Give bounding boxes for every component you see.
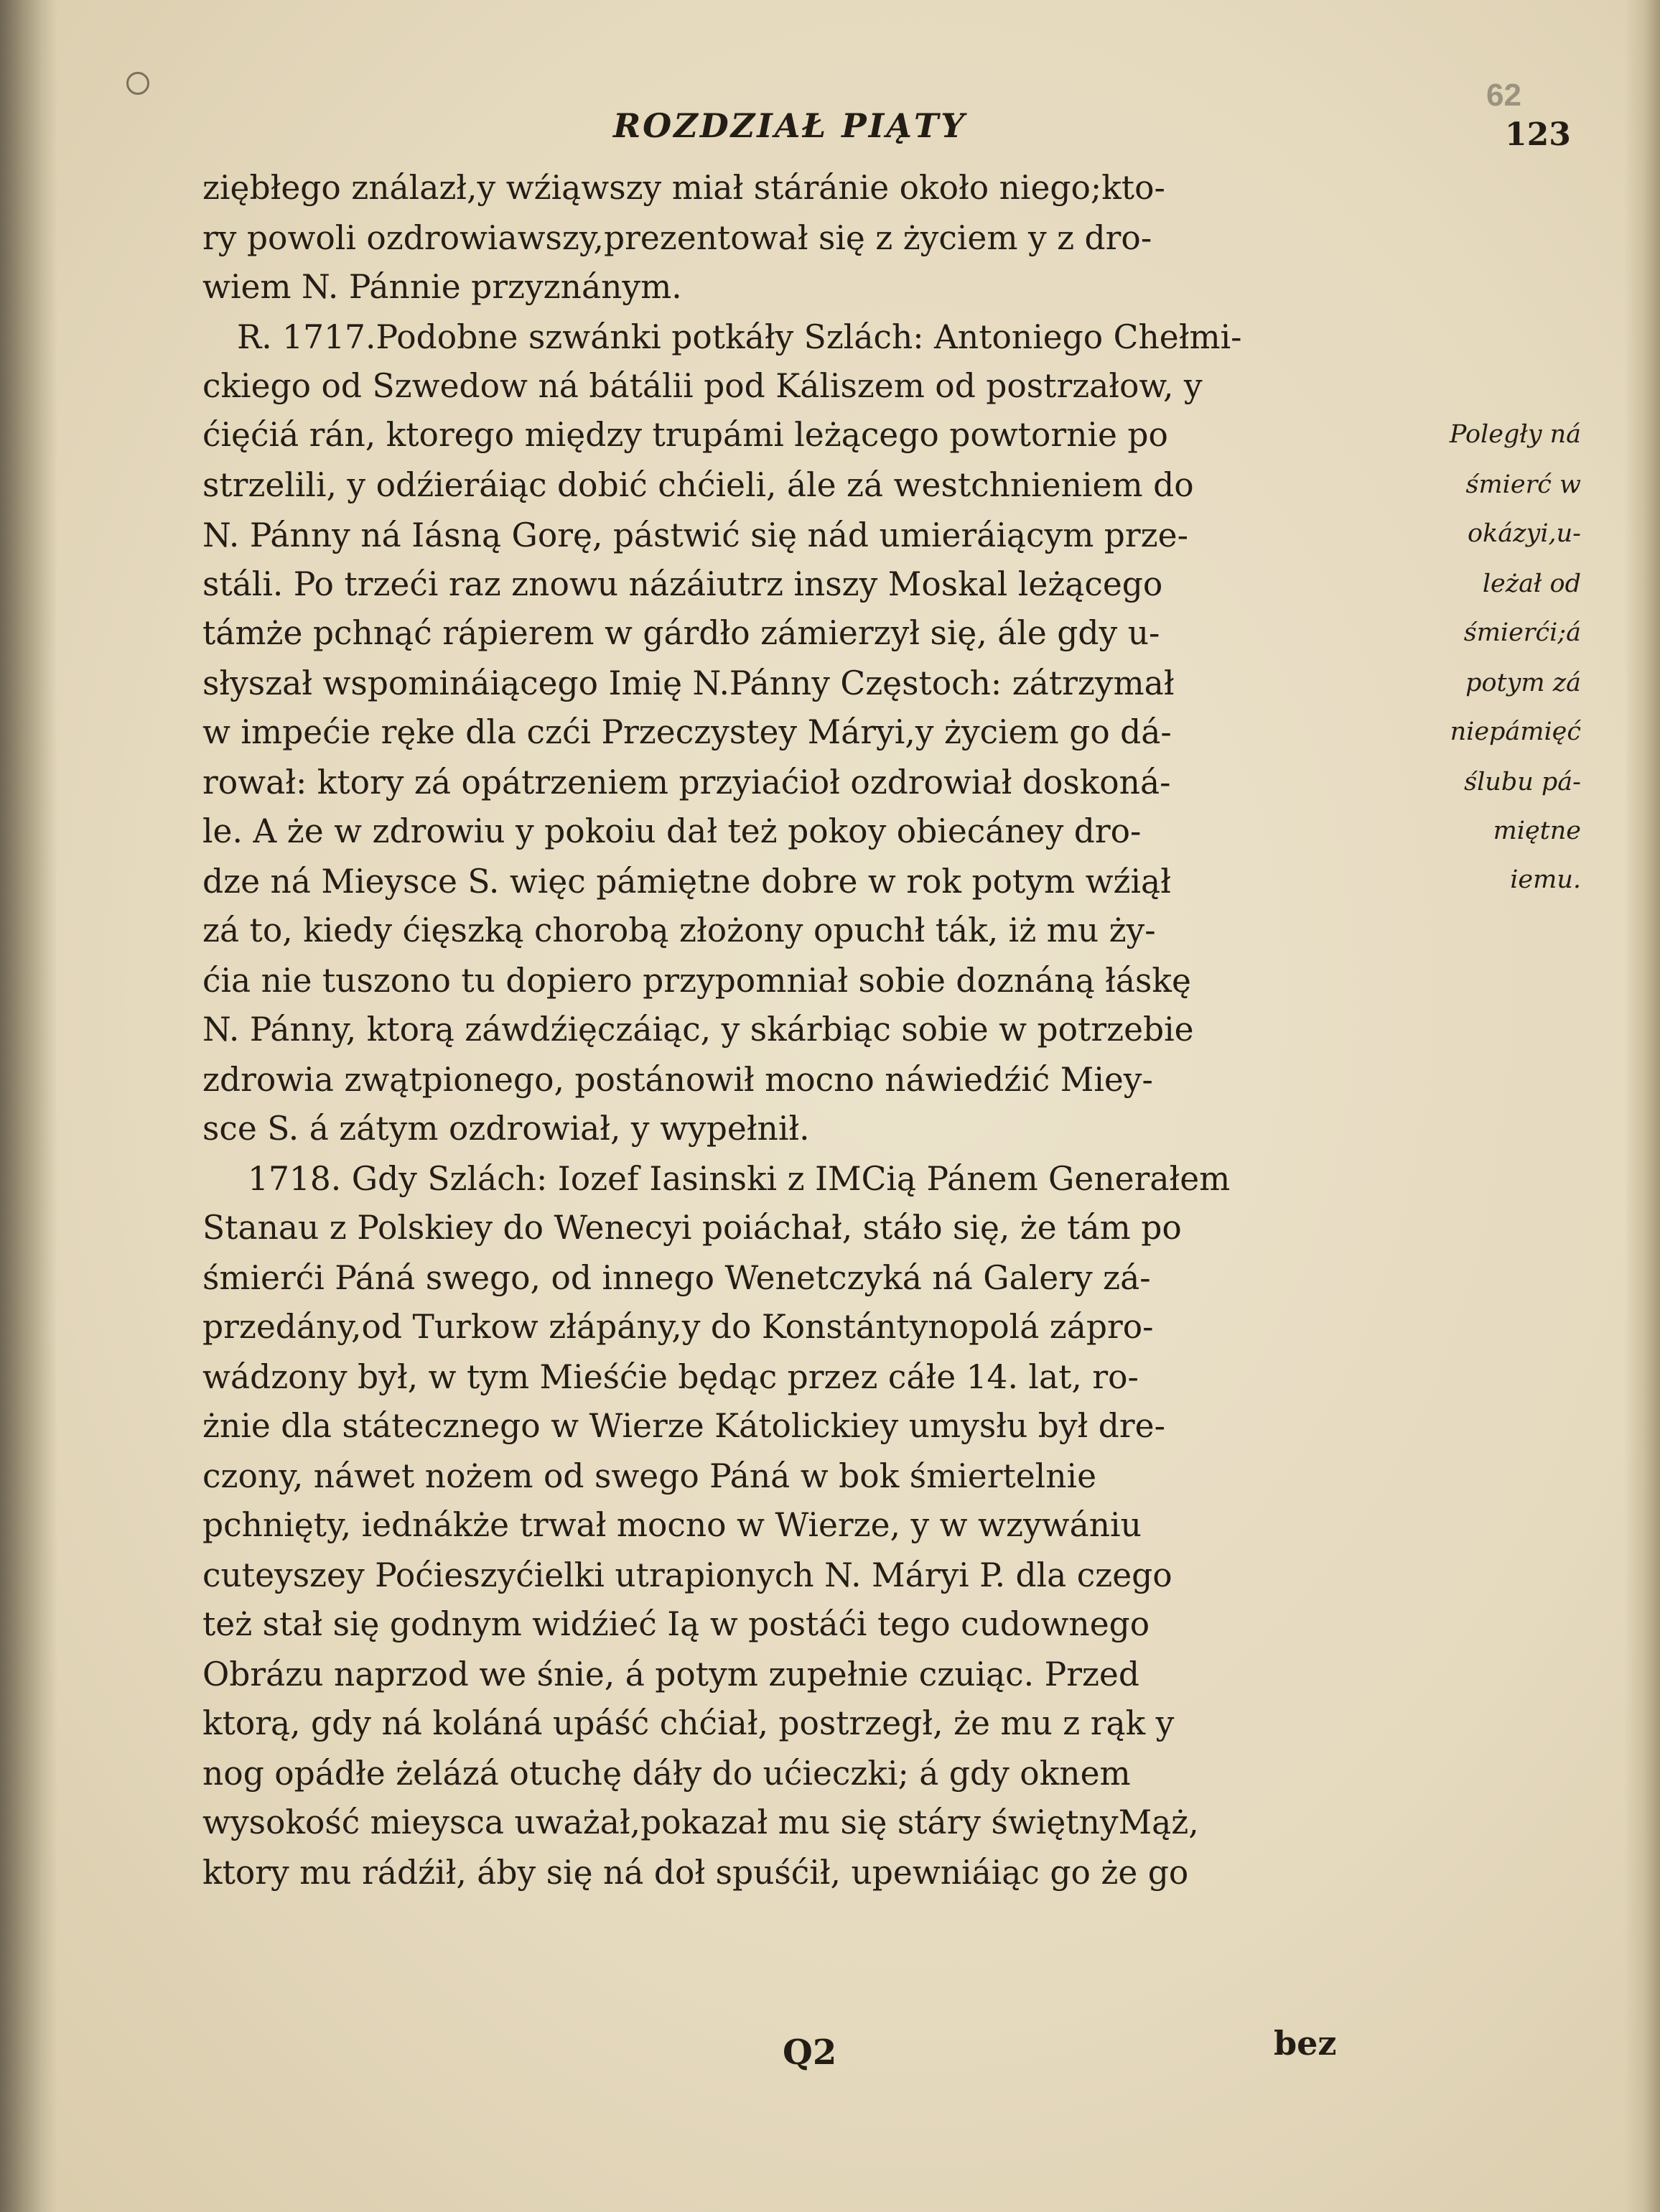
text-line: ry powoli ozdrowiawszy,prezentował się z życiem y z dro- [202, 219, 1152, 257]
text-line: w impećie ręke dla czći Przeczystey Máryi,y życiem go dá- [202, 713, 1172, 751]
margin-note: okázyi,u- [1467, 519, 1581, 548]
text-line: też stał się godnym widźieć Ią w postáći tego cudownego [202, 1605, 1150, 1643]
text-line: le. A że w zdrowiu y pokoiu dał też pokoy obiecáney dro- [202, 812, 1142, 850]
text-line: 1718. Gdy Szlách: Iozef Iasinski z IMCią Pánem Generałem [248, 1160, 1231, 1198]
text-line: zá to, kiedy ćięszką chorobą złożony opuchł ták, iż mu ży- [202, 911, 1156, 949]
pencil-folio-number: 62 [1486, 78, 1521, 113]
text-line: żnie dla státecznego w Wierze Kátolickiey umysłu był dre- [202, 1407, 1165, 1445]
margin-note: Poległy ná [1449, 420, 1581, 449]
margin-note: śmierći;á [1463, 618, 1581, 647]
text-line: ćięćiá rán, ktorego między trupámi leżącego powtornie po [202, 416, 1168, 454]
text-line: cuteyszey Poćieszyćielki utrapionych N. Máryi P. dla czego [202, 1556, 1172, 1594]
text-line: ckiego od Szwedow ná bátálii pod Káliszem od postrzałow, y [202, 367, 1203, 405]
text-line: przedány,od Turkow złápány,y do Konstántynopolá zápro- [202, 1308, 1154, 1346]
text-line: czony, náwet nożem od swego Páná w bok śmiertelnie [202, 1457, 1097, 1495]
text-line: támże pchnąć rápierem w gárdło zámierzył się, ále gdy u- [202, 614, 1160, 652]
text-line: rował: ktory zá opátrzeniem przyiaćioł ozdrowiał doskoná- [202, 763, 1171, 801]
text-line: strzelili, y odźieráiąc dobić chćieli, ále zá westchnieniem do [202, 466, 1194, 504]
catchword: bez [1274, 2024, 1337, 2063]
margin-note: miętne [1493, 817, 1581, 845]
text-line: R. 1717.Podobne szwánki potkáły Szlách: Antoniego Chełmi- [237, 318, 1242, 356]
text-line: ktory mu rádźił, áby się ná doł spuśćił, upewniáiąc go że go [202, 1854, 1189, 1892]
text-line: wádzony był, w tym Mieśćie będąc przez cáłe 14. lat, ro- [202, 1358, 1139, 1396]
margin-note: leżał od [1482, 570, 1581, 598]
text-line: ćia nie tuszono tu dopiero przypomniał sobie doznáną łáskę [202, 962, 1191, 1000]
text-line: dze ná Mieysce S. więc pámiętne dobre w rok potym wźiął [202, 863, 1171, 901]
margin-note: śmierć w [1465, 470, 1581, 499]
signature-mark: Q2 [783, 2032, 837, 2073]
page-number: 123 [1505, 116, 1571, 153]
text-line: stáli. Po trzeći raz znowu názáiutrz inszy Moskal leżącego [202, 565, 1163, 603]
text-line: słyszał wspomináiącego Imię N.Pánny Częstoch: zátrzymał [202, 664, 1175, 702]
text-line: ziębłego ználazł,y wźiąwszy miał stáránie około niego;kto- [202, 169, 1165, 207]
text-line: Obrázu naprzod we śnie, á potym zupełnie czuiąc. Przed [202, 1655, 1139, 1693]
text-line: pchnięty, iednákże trwał mocno w Wierze, y w wzywániu [202, 1506, 1142, 1544]
text-line: śmierći Páná swego, od innego Wenetczyká ná Galery zá- [202, 1259, 1151, 1297]
text-line: wiem N. Pánnie przyznánym. [202, 268, 682, 306]
margin-note: potym zá [1465, 669, 1581, 697]
text-line: Stanau z Polskiey do Wenecyi poiáchał, stáło się, że tám po [202, 1209, 1182, 1247]
margin-note: iemu. [1510, 865, 1581, 894]
text-line: N. Pánny, ktorą záwdźięczáiąc, y skárbiąc sobie w potrzebie [202, 1010, 1194, 1049]
text-line: ktorą, gdy ná koláná upáść chćiał, postrzegł, że mu z rąk y [202, 1704, 1175, 1742]
text-line: nog opádłe żelázá otuchę dáły do ućieczki; á gdy oknem [202, 1755, 1131, 1793]
text-line: sce S. á zátym ozdrowiał, y wypełnił. [202, 1110, 810, 1148]
margin-note: ślubu pá- [1464, 768, 1581, 796]
margin-note: niepámięć [1450, 717, 1581, 746]
text-line: zdrowia zwątpionego, postánowił mocno náwiedźić Miey- [202, 1061, 1153, 1099]
chapter-heading: ROZDZIAŁ PIĄTY [612, 106, 967, 145]
text-line: N. Pánny ná Iásną Gorę, pástwić się nád umieráiącym prze- [202, 516, 1188, 554]
text-line: wysokość mieysca uważał,pokazał mu się stáry świętnyMąż, [202, 1803, 1199, 1841]
